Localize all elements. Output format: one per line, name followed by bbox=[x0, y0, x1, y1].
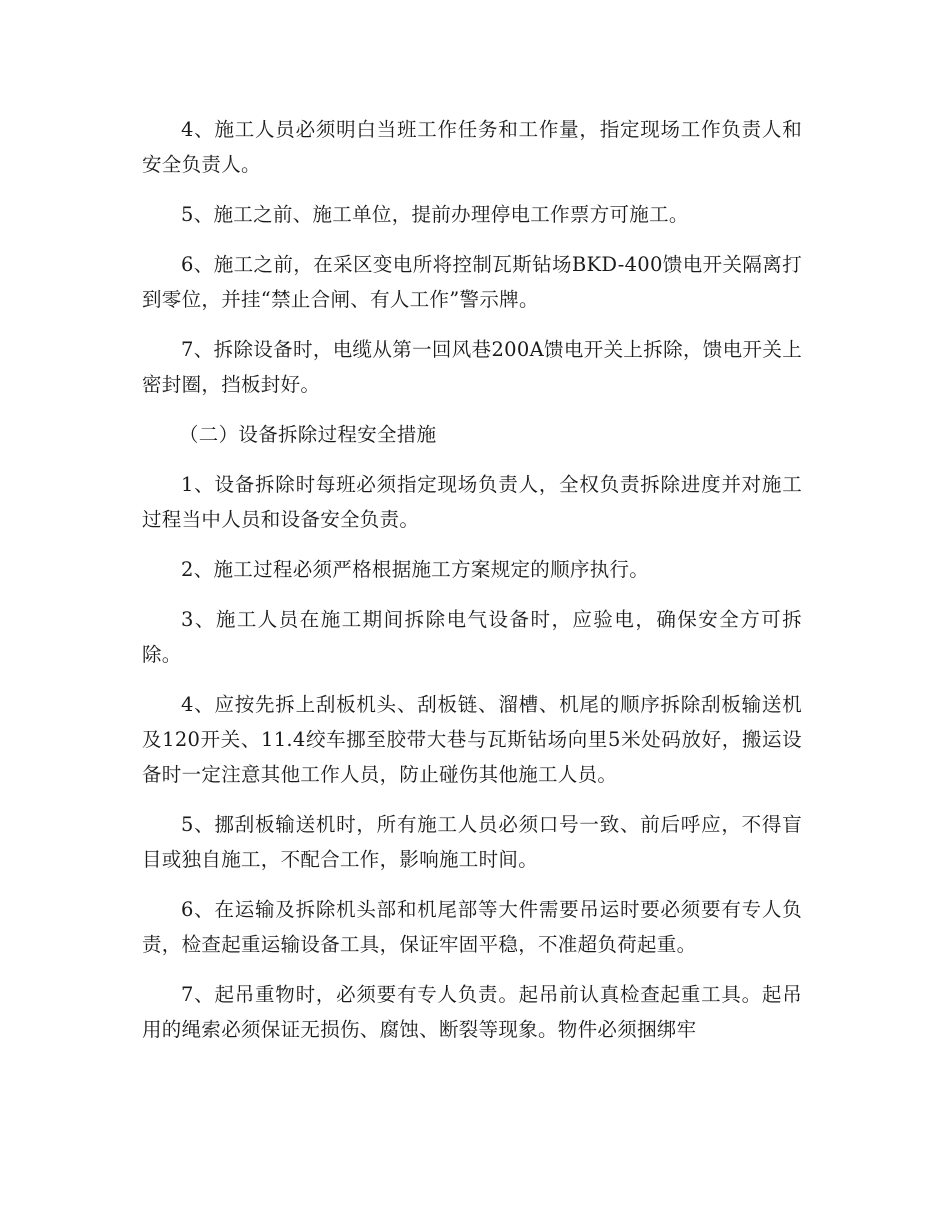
paragraph-item-4-responsibility: 4、施工人员必须明白当班工作任务和工作量，指定现场工作负责人和安全负责人。 bbox=[142, 118, 802, 176]
paragraph-item-3-voltage-check: 3、施工人员在施工期间拆除电气设备时，应验电，确保安全方可拆除。 bbox=[142, 608, 802, 666]
section-heading: （二）设备拆除过程安全措施 bbox=[179, 423, 437, 446]
paragraph-item-7-hoisting: 7、起吊重物时，必须要有专人负责。起吊前认真检查起重工具。起吊用的绳索必须保证无损伤、腐蚀、断裂等现象。物件必须捆绑牢 bbox=[142, 983, 802, 1041]
paragraph-item-6-lifting: 6、在运输及拆除机头部和机尾部等大件需要吊运时要必须要有专人负责，检查起重运输设备工具，保证牢固平稳，不准超负荷起重。 bbox=[142, 898, 802, 956]
paragraph-item-1-supervisor: 1、设备拆除时每班必须指定现场负责人，全权负责拆除进度并对施工过程当中人员和设备安全负责。 bbox=[142, 473, 802, 531]
document-body bbox=[142, 112, 802, 1062]
paragraph-item-5-coordination: 5、挪刮板输送机时，所有施工人员必须口号一致、前后呼应，不得盲目或独自施工，不配合工作，影响施工时间。 bbox=[142, 813, 802, 871]
paragraph-item-7-cable-removal: 7、拆除设备时，电缆从第一回风巷200A馈电开关上拆除，馈电开关上密封圈，挡板封好。 bbox=[142, 338, 802, 396]
paragraph-item-4-conveyor: 4、应按先拆上刮板机头、刮板链、溜槽、机尾的顺序拆除刮板输送机及120开关、11.4绞车挪至胶带大巷与瓦斯钻场向里5米处码放好，搬运设备时一定注意其他工作人员，防止碰伤其他施工人员。 bbox=[142, 693, 802, 786]
paragraph-item-2-sequence: 2、施工过程必须严格根据施工方案规定的顺序执行。 bbox=[181, 558, 650, 581]
paragraph-item-5-work-permit: 5、施工之前、施工单位，提前办理停电工作票方可施工。 bbox=[181, 203, 689, 226]
paragraph-item-6-isolation: 6、施工之前，在采区变电所将控制瓦斯钻场BKD-400馈电开关隔离打到零位，并挂“禁止合闸、有人工作”警示牌。 bbox=[142, 253, 802, 311]
